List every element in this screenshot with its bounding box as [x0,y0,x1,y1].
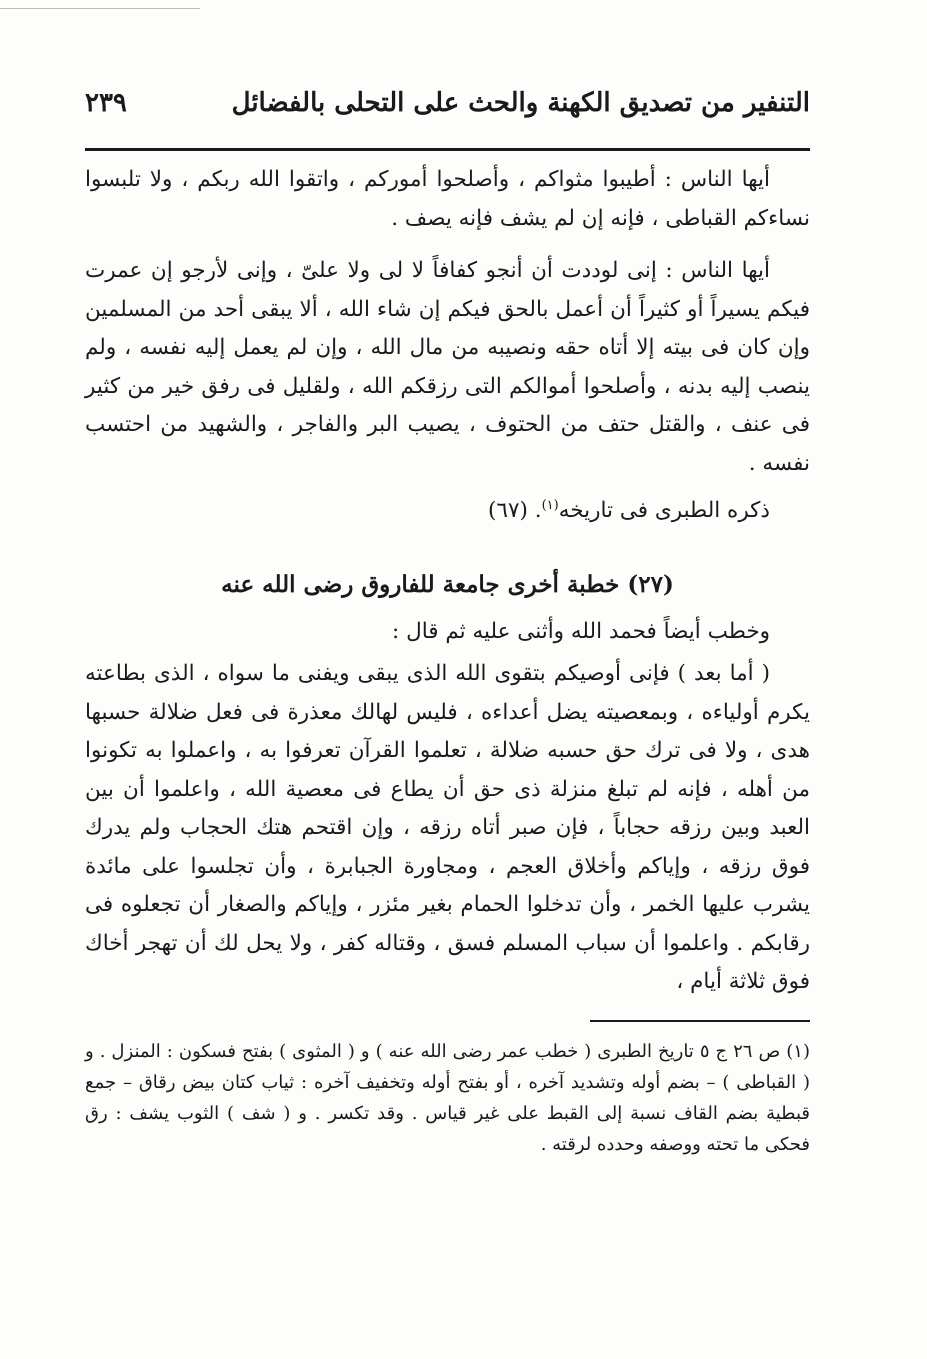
running-header [85,88,810,140]
footnote-rule [590,1020,810,1022]
running-header-title: التنفير من تصديق الكهنة والحث على التحلى بالفضائل [231,88,810,118]
citation-tail: . (٦٧) [488,498,542,524]
section-body: ( أما بعد ) فإنى أوصيكم بتقوى الله الذى يبقى ويفنى ما سواه ، الذى بطاعته يكرم أولياءه ، وبمعصيته يضل أعداءه ، فليس لهالك معذرة فى فعل ضلالة حسبها هدى ، ولا فى ترك حق حسبه ضلالة ، تعلموا القرآن تعرفوا به ، واعملوا به تكونوا من أهله ، فإنه لم تبلغ منزلة ذى حق أن يطاع فى معصية الله ، واعلموا أن بين العبد وبين رزقه حجاباً ، فإن صبر أتاه رزقه ، وإن اقتحم هتك الحجاب ولم يدرك فوق رزقه ، وإياكم وأخلاق العجم ، ومجاورة الجبابرة ، وأن تجلسوا على مائدة يشرب عليها الخمر ، وأن تدخلوا الحمام بغير مئزر ، وإياكم والصغار أن تجعلوه فى رقابكم . واعلموا أن سباب المسلم فسق ، وقتاله كفر ، ولا يحل لك أن تهجر أخاك فوق ثلاثة أيام ، [85,661,810,995]
book-page [85,88,810,1160]
section-heading: (٢٧) خطبة أخرى جامعة للفاروق رضى الله عنه [221,570,674,598]
paragraph-2: أيها الناس : إنى لوددت أن أنجو كفافاً لا لى ولا علىّ ، وإنى لأرجو إن عمرت فيكم يسيراً أو كثيراً أن أعمل بالحق فيكم إن شاء الله ، ألا يبقى أحد من المسلمين وإن كان فى بيته إلا أتاه حقه ونصيبه من مال الله ، وإن لم يعمل إليه نفسه ، ولم ينصب إليه بدنه ، وأصلحوا أموالكم التى رزقكم الله ، ولقليل فى رفق خير من كثير فى عنف ، والقتل حتف من الحتوف ، يصيب البر والفاجر ، والشهيد من احتسب نفسه . [85,258,810,476]
citation-text: ذكره الطبرى فى تاريخه [558,498,770,524]
footnote: (١) ص ٢٦ ج ٥ تاريخ الطبرى ( خطب عمر رضى الله عنه ) و ( المثوى ) بفتح فسكون : المنزل . و ( القباطى ) – بضم أوله وتشديد آخره ، أو بفتح أوله وتخفيف آخره : ثياب كتان بيض رقاق – جمع قبطية بضم القاف نسبة إلى القبط على غير قياس . وقد تكسر . و ( شف ) الثوب يشف : رق فحكى ما تحته ووصفه وحدده لرقته . [85,1040,810,1155]
source-citation [85,487,810,531]
header-rule [85,148,810,151]
scan-edge-line [0,8,200,9]
footnote-ref: (١) [541,498,559,513]
paragraph-1: أيها الناس : أطيبوا مثواكم ، وأصلحوا أموركم ، واتقوا الله ربكم ، ولا تلبسوا نساءكم القباطى ، فإنه إن لم يشف فإنه يصف . [85,167,810,231]
page-number: ٢٣٩ [85,88,127,118]
section-intro: وخطب أيضاً فحمد الله وأثنى عليه ثم قال : [392,618,770,644]
